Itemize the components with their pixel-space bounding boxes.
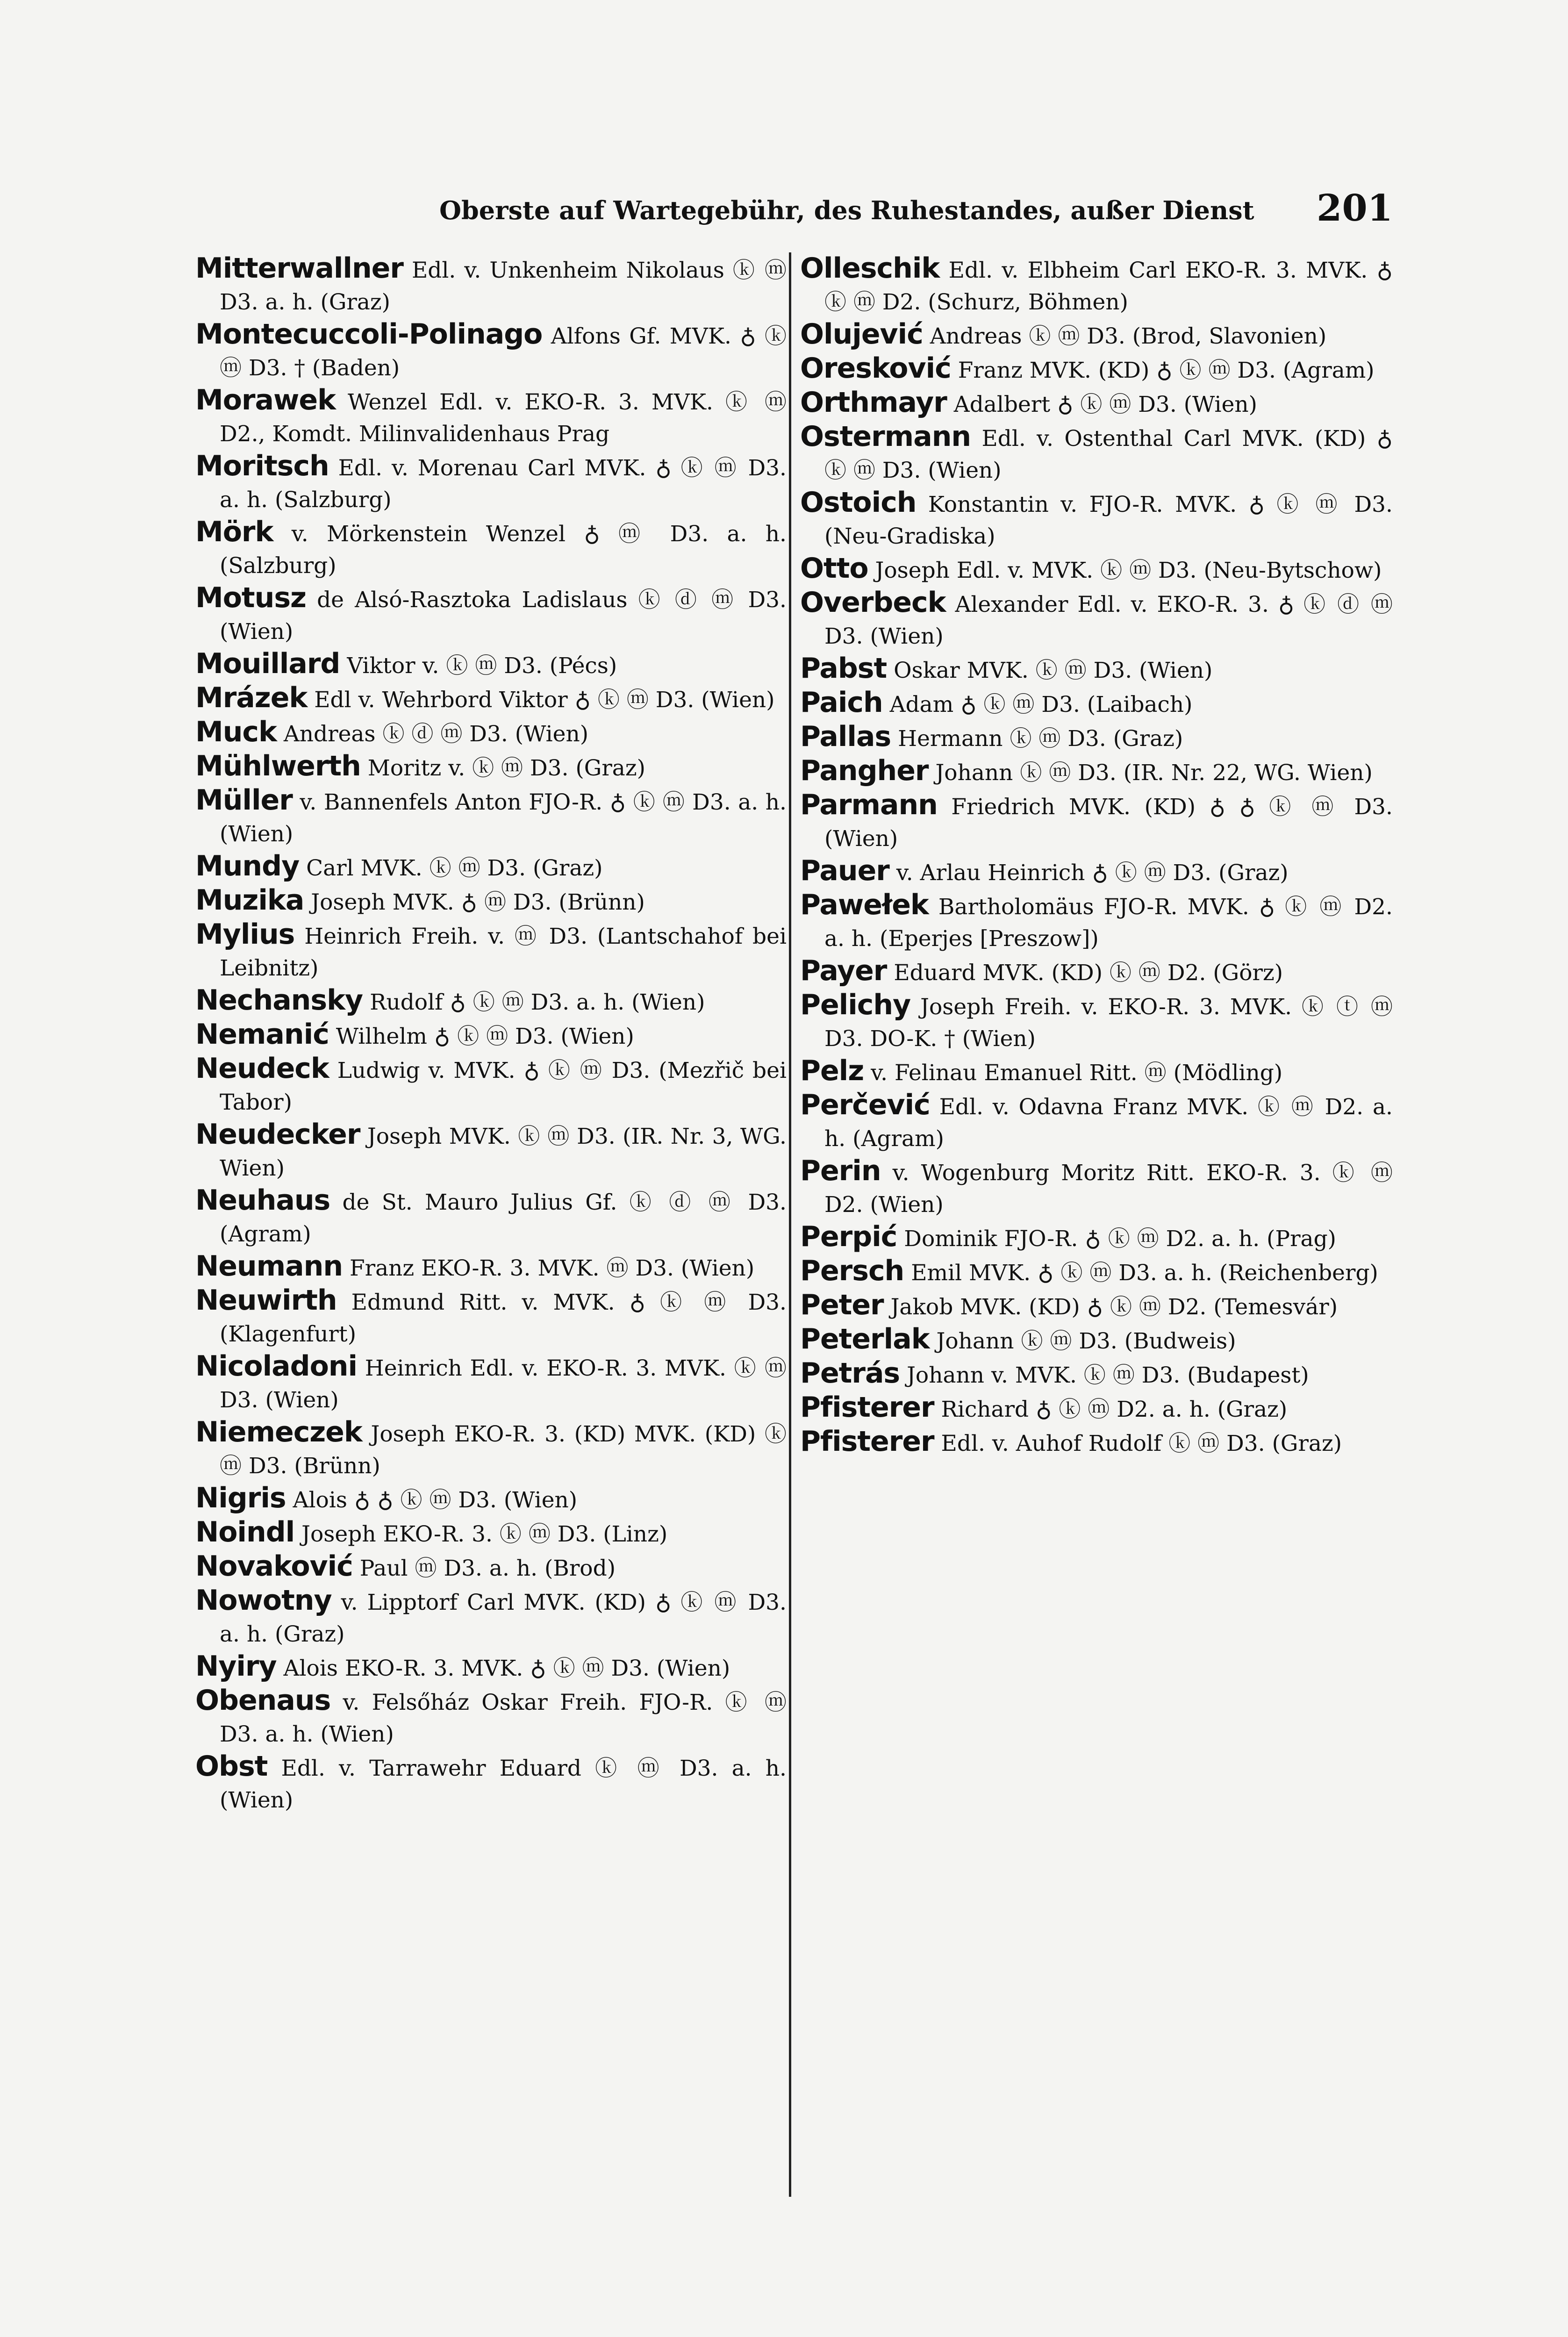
entry-surname: Pawełek [800, 889, 929, 921]
entry-details: Johann ⓚ ⓜ D3. (Budweis) [929, 1328, 1236, 1354]
entry-details: Eduard MVK. (KD) ⓚ ⓜ D2. (Görz) [887, 960, 1283, 986]
list-item [800, 552, 1393, 587]
list-item [195, 1482, 787, 1516]
entry-surname: Payer [800, 954, 887, 987]
entry-details: Adam ♁ ⓚ ⓜ D3. (Laibach) [882, 692, 1193, 717]
entry-details: Edl v. Wehrbord Viktor ♁ ⓚ ⓜ D3. (Wien) [307, 687, 775, 713]
entry-surname: Mörk [195, 516, 273, 548]
list-item [800, 652, 1393, 687]
entry-details: Joseph MVK. ⓚ ⓜ D3. (IR. Nr. 3, WG. Wien) [220, 1124, 787, 1181]
entry-surname: Muzika [195, 884, 304, 917]
list-item [195, 1550, 787, 1584]
list-item [800, 1357, 1393, 1391]
entry-details: Edl. v. Tarrawehr Eduard ⓚ ⓜ D3. a. h. (Wien) [220, 1756, 787, 1813]
entry-details: Moritz v. ⓚ ⓜ D3. (Graz) [360, 755, 645, 781]
entry-details: Alexander Edl. v. EKO-R. 3. ♁ ⓚ ⓓ ⓜ D3. (Wien) [824, 592, 1393, 649]
entry-details: Joseph EKO-R. 3. ⓚ ⓜ D3. (Linz) [294, 1521, 668, 1547]
entry-surname: Parmann [800, 789, 938, 821]
list-item [800, 421, 1393, 487]
list-item [800, 687, 1393, 721]
entry-surname: Ostermann [800, 420, 971, 453]
entry-surname: Noindl [195, 1516, 295, 1548]
entry-surname: Paich [800, 686, 883, 719]
list-item [195, 1018, 787, 1053]
list-item [195, 850, 787, 884]
entry-surname: Persch [800, 1255, 904, 1287]
entry-details: Wenzel Edl. v. EKO-R. 3. MVK. ⓚ ⓜ D2., Komdt. Milinvalidenhaus Prag [220, 389, 787, 447]
list-item [195, 1584, 787, 1650]
entry-surname: Perin [800, 1154, 881, 1187]
list-item [800, 252, 1393, 318]
entry-details: Franz EKO-R. 3. MVK. ⓜ D3. (Wien) [343, 1255, 755, 1281]
list-item [800, 318, 1393, 352]
entry-surname: Nowotny [195, 1584, 332, 1617]
entry-details: de St. Mauro Julius Gf. ⓚ ⓓ ⓜ D3. (Agram) [220, 1190, 787, 1247]
entry-surname: Neuhaus [195, 1184, 330, 1217]
list-item [195, 318, 787, 384]
entry-surname: Morawek [195, 384, 336, 416]
entry-details: Adalbert ♁ ⓚ ⓜ D3. (Wien) [946, 392, 1257, 417]
list-item [195, 984, 787, 1018]
right-column [800, 252, 1393, 2206]
list-item [800, 1155, 1393, 1221]
entry-surname: Neuwirth [195, 1284, 337, 1317]
entry-surname: Pangher [800, 754, 929, 787]
entry-details: Viktor v. ⓚ ⓜ D3. (Pécs) [340, 653, 617, 679]
entry-details: v. Bannenfels Anton FJO-R. ♁ ⓚ ⓜ D3. a. h. (Wien) [220, 789, 787, 847]
entry-surname: Nicoladoni [195, 1350, 358, 1383]
entry-surname: Neumann [195, 1250, 343, 1283]
entry-surname: Overbeck [800, 586, 946, 619]
entry-details: Joseph Edl. v. MVK. ⓚ ⓜ D3. (Neu-Bytschow) [868, 558, 1382, 583]
list-item [800, 855, 1393, 889]
list-item [800, 1391, 1393, 1426]
entry-surname: Niemeczek [195, 1416, 362, 1448]
entry-surname: Mylius [195, 918, 295, 951]
entry-surname: Perčević [800, 1089, 930, 1121]
entry-surname: Neudeck [195, 1052, 329, 1085]
entry-surname: Ostoich [800, 486, 916, 519]
entry-details: Edl. v. Morenau Carl MVK. ♁ ⓚ ⓜ D3. a. h. (Salzburg) [220, 455, 787, 513]
entry-surname: Pabst [800, 652, 887, 685]
entry-details: Joseph EKO-R. 3. (KD) MVK. (KD) ⓚ ⓜ D3. (Brünn) [220, 1421, 787, 1479]
list-item [195, 1416, 787, 1482]
list-item [800, 721, 1393, 755]
entry-details: v. Arlau Heinrich ♁ ⓚ ⓜ D3. (Graz) [889, 860, 1289, 886]
entry-surname: Pelichy [800, 989, 911, 1021]
entry-details: Edmund Ritt. v. MVK. ♁ ⓚ ⓜ D3. (Klagenfurt) [220, 1290, 787, 1347]
list-item [195, 1750, 787, 1816]
entry-surname: Nemanić [195, 1018, 329, 1051]
column-divider [789, 252, 791, 2197]
list-item [195, 1184, 787, 1250]
entry-details: Oskar MVK. ⓚ ⓜ D3. (Wien) [887, 658, 1213, 683]
entry-surname: Nechansky [195, 984, 363, 1017]
entry-surname: Perpić [800, 1220, 897, 1253]
entry-surname: Mouillard [195, 647, 340, 680]
entry-details: Carl MVK. ⓚ ⓜ D3. (Graz) [299, 855, 603, 881]
entry-surname: Müller [195, 784, 293, 817]
entry-surname: Orthmayr [800, 386, 947, 419]
entry-surname: Pelz [800, 1054, 864, 1087]
entry-details: Joseph Freih. v. EKO-R. 3. MVK. ⓚ ⓣ ⓜ D3. DO-K. † (Wien) [824, 994, 1393, 1052]
list-item [800, 755, 1393, 789]
page-header [196, 187, 1393, 238]
entry-details: Johann ⓚ ⓜ D3. (IR. Nr. 22, WG. Wien) [928, 760, 1373, 786]
entry-surname: Petrás [800, 1357, 900, 1390]
entry-surname: Muck [195, 716, 277, 748]
entry-details: Paul ⓜ D3. a. h. (Brod) [352, 1556, 616, 1581]
list-item [800, 1221, 1393, 1255]
list-item [195, 384, 787, 450]
list-item [195, 682, 787, 716]
list-item [800, 1255, 1393, 1289]
list-item [800, 1323, 1393, 1357]
entry-surname: Moritsch [195, 450, 329, 482]
entry-details: Joseph MVK. ♁ ⓜ D3. (Brünn) [304, 889, 645, 915]
list-item [800, 1289, 1393, 1323]
entry-details: Andreas ⓚ ⓜ D3. (Brod, Slavonien) [923, 323, 1327, 349]
entry-surname: Mundy [195, 850, 300, 882]
list-item [195, 450, 787, 516]
list-item [800, 352, 1393, 387]
entry-surname: Neudecker [195, 1118, 360, 1151]
entry-details: Alois ♁ ♁ ⓚ ⓜ D3. (Wien) [286, 1487, 578, 1513]
list-item [800, 955, 1393, 989]
list-item [800, 387, 1393, 421]
list-item [800, 1089, 1393, 1155]
entry-details: Andreas ⓚ ⓓ ⓜ D3. (Wien) [276, 721, 589, 747]
page-number: 201 [1317, 187, 1393, 229]
list-item [800, 889, 1393, 955]
list-item [195, 1516, 787, 1550]
list-item [195, 1053, 787, 1118]
list-item [800, 989, 1393, 1055]
entry-details: Wilhelm ♁ ⓚ ⓜ D3. (Wien) [329, 1024, 634, 1049]
entry-surname: Pfisterer [800, 1391, 934, 1424]
entry-details: de Alsó-Rasztoka Ladislaus ⓚ ⓓ ⓜ D3. (Wien) [220, 587, 787, 645]
entry-details: Alois EKO-R. 3. MVK. ♁ ⓚ ⓜ D3. (Wien) [276, 1656, 730, 1681]
entry-details: Heinrich Edl. v. EKO-R. 3. MVK. ⓚ ⓜ D3. (Wien) [220, 1355, 787, 1413]
list-item [195, 582, 787, 648]
entry-details: Jakob MVK. (KD) ♁ ⓚ ⓜ D2. (Temesvár) [883, 1294, 1338, 1320]
entry-details: Edl. v. Elbheim Carl EKO-R. 3. MVK. ♁ ⓚ ⓜ D2. (Schurz, Böhmen) [824, 258, 1393, 315]
list-item [800, 789, 1393, 855]
entry-surname: Obst [195, 1750, 268, 1783]
list-item [195, 1284, 787, 1350]
entry-surname: Pfisterer [800, 1425, 934, 1458]
entry-details: Franz MVK. (KD) ♁ ⓚ ⓜ D3. (Agram) [951, 358, 1375, 383]
entry-details: v. Felsőház Oskar Freih. FJO-R. ⓚ ⓜ D3. a. h. (Wien) [220, 1690, 787, 1747]
entry-surname: Mitterwallner [195, 252, 403, 285]
entry-surname: Olujević [800, 318, 923, 351]
entry-surname: Pallas [800, 720, 891, 753]
list-item [195, 648, 787, 682]
entry-surname: Olleschik [800, 252, 940, 285]
entry-details: Hermann ⓚ ⓜ D3. (Graz) [891, 726, 1183, 752]
entry-details: v. Mörkenstein Wenzel ♁ ⓜ D3. a. h. (Salzburg) [220, 521, 787, 579]
entry-surname: Peter [800, 1289, 884, 1321]
list-item [195, 784, 787, 850]
entry-details: Konstantin v. FJO-R. MVK. ♁ ⓚ ⓜ D3. (Neu-Gradiska) [824, 492, 1393, 549]
entry-surname: Motusz [195, 581, 306, 614]
entry-surname: Pauer [800, 854, 889, 887]
entry-surname: Montecuccoli-Polinago [195, 318, 543, 351]
entry-details: Johann v. MVK. ⓚ ⓜ D3. (Budapest) [900, 1362, 1309, 1388]
entry-surname: Mühlwerth [195, 750, 361, 782]
entry-details: Heinrich Freih. v. ⓜ D3. (Lantschahof bei Leibnitz) [220, 924, 787, 981]
entry-details: Ludwig v. MVK. ♁ ⓚ ⓜ D3. (Mezřič bei Tabor) [220, 1058, 787, 1115]
list-item [195, 1650, 787, 1685]
entry-details: Dominik FJO-R. ♁ ⓚ ⓜ D2. a. h. (Prag) [897, 1226, 1336, 1252]
list-item [195, 1118, 787, 1184]
entry-surname: Novaković [195, 1550, 353, 1583]
entry-details: Rudolf ♁ ⓚ ⓜ D3. a. h. (Wien) [363, 989, 705, 1015]
entry-details: Alfons Gf. MVK. ♁ ⓚ ⓜ D3. † (Baden) [220, 323, 787, 381]
entry-surname: Otto [800, 552, 868, 585]
list-item [195, 252, 787, 318]
list-item [195, 750, 787, 784]
entry-surname: Mrázek [195, 681, 308, 714]
list-item [195, 516, 787, 582]
entry-details: v. Wogenburg Moritz Ritt. EKO-R. 3. ⓚ ⓜ D2. (Wien) [824, 1160, 1393, 1218]
entry-surname: Nigris [195, 1482, 286, 1514]
list-item [195, 716, 787, 750]
entry-surname: Obenaus [195, 1684, 331, 1717]
list-item [195, 1250, 787, 1284]
left-column [195, 252, 787, 2206]
list-item [195, 918, 787, 984]
list-item [195, 1350, 787, 1416]
entry-surname: Nyiry [195, 1650, 277, 1683]
list-item [800, 487, 1393, 552]
list-item [195, 1685, 787, 1750]
entry-details: Emil MVK. ♁ ⓚ ⓜ D3. a. h. (Reichenberg) [904, 1260, 1378, 1286]
entry-details: Bartholomäus FJO-R. MVK. ♁ ⓚ ⓜ D2. a. h. (Eperjes [Preszow]) [824, 894, 1393, 952]
entry-surname: Peterlak [800, 1323, 930, 1355]
entry-details: Friedrich MVK. (KD) ♁ ♁ ⓚ ⓜ D3. (Wien) [824, 794, 1393, 852]
entry-details: v. Lipptorf Carl MVK. (KD) ♁ ⓚ ⓜ D3. a. h. (Graz) [220, 1590, 787, 1647]
entry-details: Edl. v. Odavna Franz MVK. ⓚ ⓜ D2. a. h. (Agram) [824, 1094, 1393, 1152]
entry-surname: Oresković [800, 352, 951, 385]
entry-details: Edl. v. Auhof Rudolf ⓚ ⓜ D3. (Graz) [934, 1431, 1342, 1456]
entry-details: Richard ♁ ⓚ ⓜ D2. a. h. (Graz) [934, 1397, 1288, 1422]
entry-details: v. Felinau Emanuel Ritt. ⓜ (Mödling) [864, 1060, 1283, 1086]
list-item [800, 1426, 1393, 1460]
list-item [195, 884, 787, 918]
running-title: Oberste auf Wartegebühr, des Ruhestandes, außer Dienst [439, 195, 1254, 225]
entry-details: Edl. v. Unkenheim Nikolaus ⓚ ⓜ D3. a. h. (Graz) [220, 258, 787, 315]
list-item [800, 1055, 1393, 1089]
list-item [800, 587, 1393, 652]
entry-details: Edl. v. Ostenthal Carl MVK. (KD) ♁ ⓚ ⓜ D3. (Wien) [824, 426, 1393, 483]
